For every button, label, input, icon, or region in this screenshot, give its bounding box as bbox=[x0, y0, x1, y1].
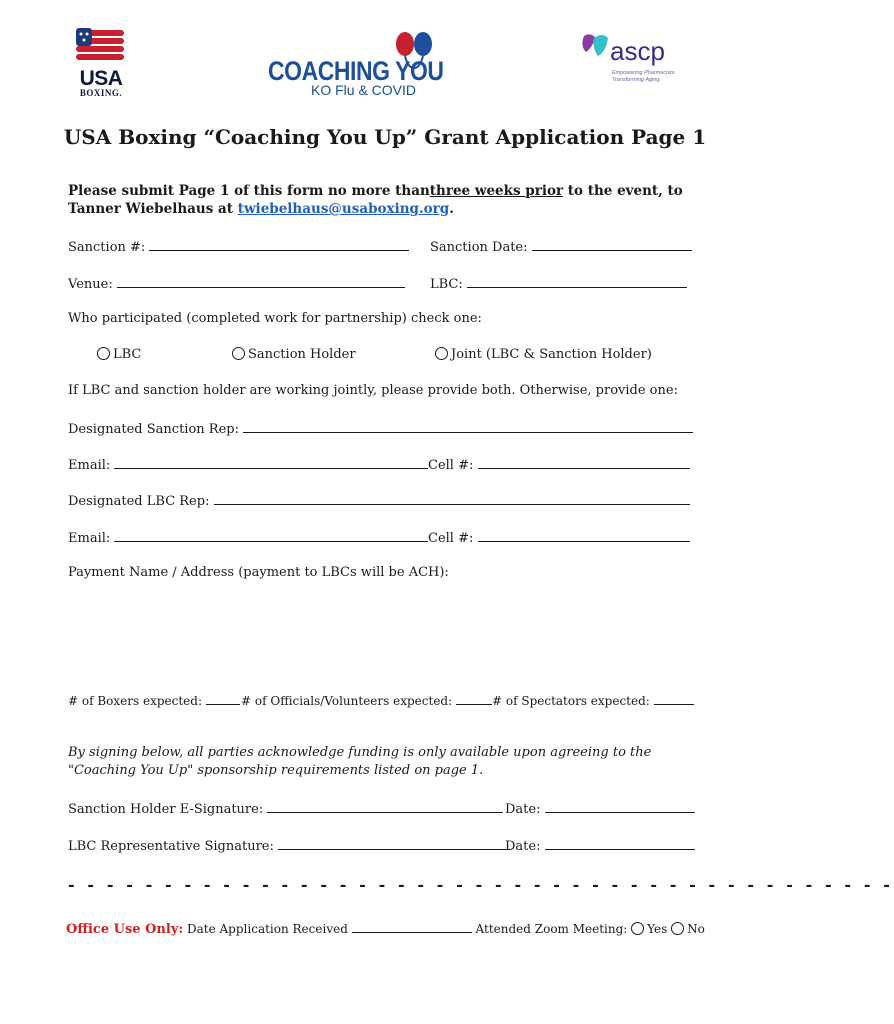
zoom-yes-label: Yes bbox=[647, 922, 668, 936]
sanction-number-label: Sanction #: bbox=[68, 240, 146, 255]
intro-text-2: to the event, to Tanner Wiebelhaus at bbox=[68, 183, 683, 217]
zoom-no-label: No bbox=[687, 922, 705, 936]
cell2-field[interactable] bbox=[478, 529, 690, 542]
sanction-date-label: Sanction Date: bbox=[430, 240, 528, 255]
venue-label: Venue: bbox=[68, 277, 113, 292]
sanction-signature-label: Sanction Holder E-Signature: bbox=[68, 802, 264, 817]
sanction-number-field[interactable] bbox=[149, 238, 409, 251]
email2-field[interactable] bbox=[114, 529, 428, 542]
usa-logo-subtext: BOXING. bbox=[79, 88, 123, 98]
intro-deadline: three weeks prior bbox=[429, 183, 564, 199]
lbc-rep-field[interactable] bbox=[214, 492, 690, 505]
lbc-label: LBC: bbox=[430, 277, 463, 292]
date-received-field[interactable] bbox=[352, 920, 472, 933]
spectators-field[interactable] bbox=[654, 692, 694, 705]
option-sanction-holder[interactable] bbox=[232, 347, 356, 362]
ascp-logo bbox=[580, 30, 690, 90]
sanction-rep-label: Designated Sanction Rep: bbox=[68, 422, 239, 437]
sanction-rep-row bbox=[68, 420, 693, 437]
option-lbc-label: LBC bbox=[113, 347, 142, 362]
sanction-rep-field[interactable] bbox=[243, 420, 693, 433]
zoom-label: Attended Zoom Meeting: bbox=[475, 922, 628, 936]
sanction-date-field[interactable] bbox=[532, 238, 692, 251]
date-received-label: Date Application Received bbox=[187, 922, 348, 936]
date1-label: Date: bbox=[505, 802, 541, 817]
cut-divider: - - - - - - - - - - - - - - - - - - - - - - - - - - - - - - - - - - - - - - - - - - - bbox=[68, 875, 894, 894]
sanction-signature-row bbox=[68, 800, 503, 817]
usa-boxing-logo bbox=[70, 26, 132, 96]
lbc-signature-field[interactable] bbox=[278, 837, 510, 850]
sanction-signature-field[interactable] bbox=[267, 800, 503, 813]
ascp-tagline-2: Transforming Aging. bbox=[612, 77, 661, 83]
boxers-field[interactable] bbox=[206, 692, 240, 705]
coaching-logo-text: COACHING YOU bbox=[268, 56, 444, 86]
option-joint[interactable] bbox=[435, 347, 652, 362]
officials-field[interactable] bbox=[456, 692, 492, 705]
officials-label: # of Officials/Volunteers expected: bbox=[241, 694, 453, 708]
ascp-mark-icon bbox=[580, 30, 612, 64]
spectators-row bbox=[492, 692, 694, 708]
lbc-field[interactable] bbox=[467, 275, 687, 288]
email1-field[interactable] bbox=[114, 456, 428, 469]
email2-row bbox=[68, 529, 428, 546]
date2-label: Date: bbox=[505, 839, 541, 854]
spectators-label: # of Spectators expected: bbox=[492, 694, 650, 708]
contact-email-link[interactable]: twiebelhaus@usaboxing.org bbox=[237, 201, 450, 217]
date1-field[interactable] bbox=[545, 800, 695, 813]
email2-label: Email: bbox=[68, 531, 111, 546]
radio-lbc[interactable] bbox=[97, 347, 110, 360]
email1-label: Email: bbox=[68, 458, 111, 473]
cell2-label: Cell #: bbox=[428, 531, 474, 546]
usa-boxing-glove-icon bbox=[70, 26, 132, 66]
cell1-field[interactable] bbox=[478, 456, 690, 469]
usa-logo-text: USA bbox=[79, 67, 123, 90]
officials-row bbox=[241, 692, 492, 708]
coaching-you-up-logo bbox=[268, 30, 443, 100]
ascp-logo-text: ascp bbox=[610, 36, 665, 66]
lbc-signature-row bbox=[68, 837, 510, 854]
payment-label: Payment Name / Address (payment to LBCs will be ACH): bbox=[68, 565, 449, 580]
venue-row bbox=[68, 275, 405, 292]
lbc-row bbox=[430, 275, 687, 292]
page-title: USA Boxing “Coaching You Up” Grant Application Page 1 bbox=[63, 125, 707, 149]
option-joint-label: Joint (LBC & Sanction Holder) bbox=[451, 347, 652, 362]
option-sanction-holder-label: Sanction Holder bbox=[248, 347, 356, 362]
lbc-rep-label: Designated LBC Rep: bbox=[68, 494, 210, 509]
lbc-rep-row bbox=[68, 492, 690, 509]
intro-paragraph bbox=[68, 182, 698, 218]
sanction-date-row bbox=[430, 238, 692, 255]
email1-row bbox=[68, 456, 428, 473]
boxers-label: # of Boxers expected: bbox=[68, 694, 202, 708]
option-lbc[interactable] bbox=[97, 347, 141, 362]
date1-row bbox=[505, 800, 695, 817]
cell1-row bbox=[428, 456, 690, 473]
office-use-row bbox=[66, 920, 705, 937]
radio-joint[interactable] bbox=[435, 347, 448, 360]
intro-end: . bbox=[449, 201, 454, 217]
office-use-label: Office Use Only: bbox=[66, 922, 184, 937]
who-participated-label: Who participated (completed work for partnership) check one: bbox=[68, 311, 482, 326]
radio-zoom-no[interactable] bbox=[671, 922, 684, 935]
date2-field[interactable] bbox=[545, 837, 695, 850]
cell2-row bbox=[428, 529, 690, 546]
ascp-tagline-1: Empowering Pharmacists. bbox=[612, 70, 676, 76]
date2-row bbox=[505, 837, 695, 854]
intro-text-1: Please submit Page 1 of this form no more than bbox=[68, 183, 430, 199]
boxers-row bbox=[68, 692, 240, 708]
sanction-number-row bbox=[68, 238, 409, 255]
venue-field[interactable] bbox=[117, 275, 405, 288]
radio-zoom-yes[interactable] bbox=[631, 922, 644, 935]
coaching-logo-subtext: KO Flu & COVID bbox=[311, 82, 417, 98]
joint-note: If LBC and sanction holder are working jointly, please provide both. Otherwise, provide one: bbox=[68, 383, 678, 398]
funding-acknowledgement: By signing below, all parties acknowledge funding is only available upon agreeing to the "Coaching You Up" sponsorship requirements listed on page 1. bbox=[68, 745, 652, 778]
radio-sanction-holder[interactable] bbox=[232, 347, 245, 360]
lbc-signature-label: LBC Representative Signature: bbox=[68, 839, 274, 854]
cell1-label: Cell #: bbox=[428, 458, 474, 473]
